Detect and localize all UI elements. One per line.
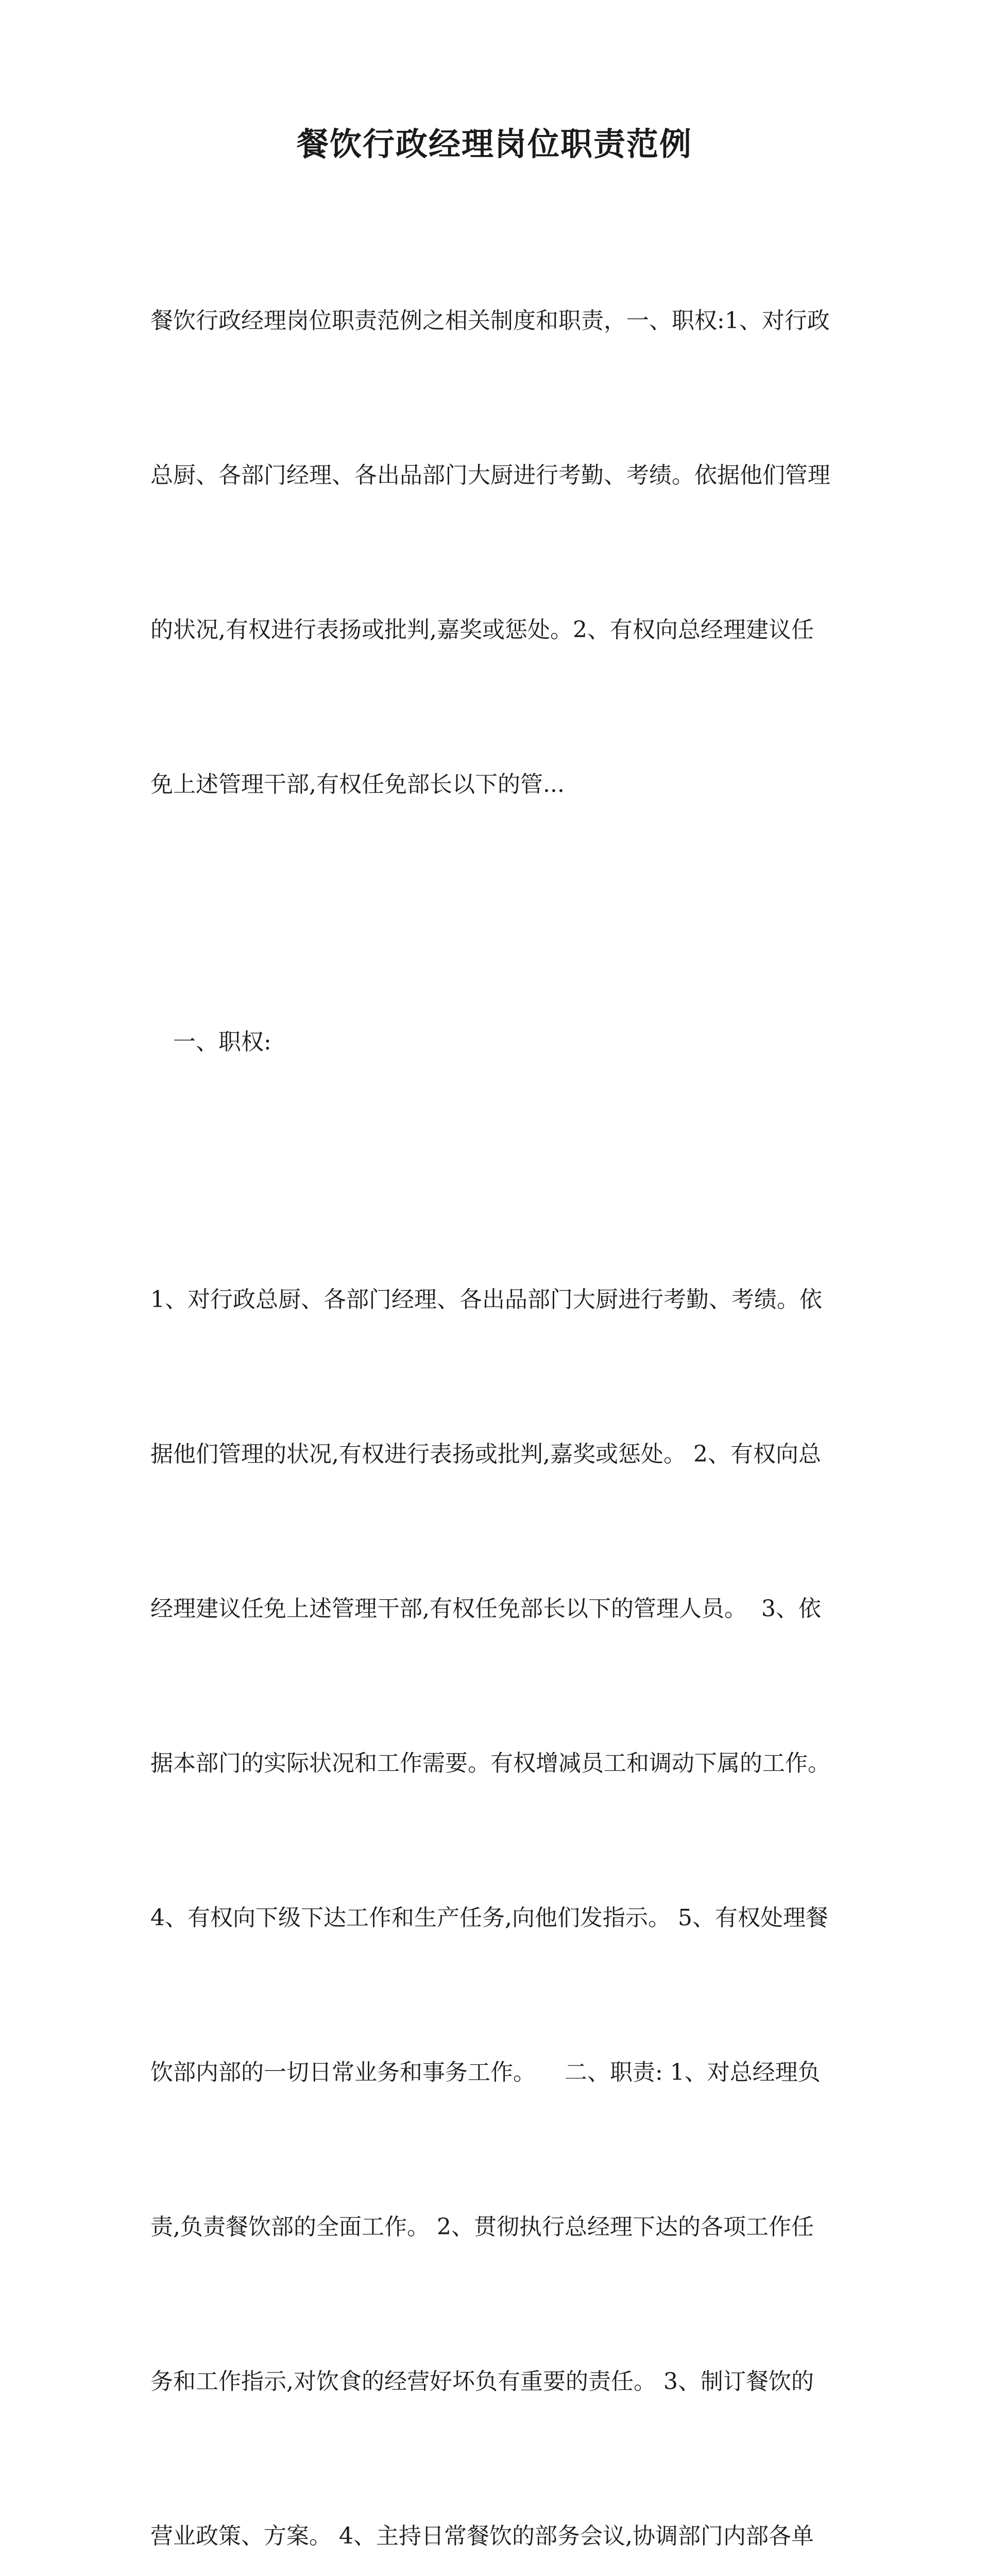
body-line: 务和工作指示,对饮食的经营好坏负有重要的责任。 3、制订餐饮的: [150, 2368, 814, 2395]
summary-paragraph: [150, 192, 846, 913]
body-line: 4、有权向下级下达工作和生产任务,向他们发指示。 5、有权处理餐: [150, 1905, 828, 1931]
body-line: 责,负责餐饮部的全面工作。 2、贯彻执行总经理下达的各项工作任: [150, 2214, 814, 2240]
page-title: 餐饮行政经理岗位职责范例: [296, 125, 692, 163]
body-paragraph: [150, 1171, 846, 2576]
section-heading-text: 一、职权:: [173, 1029, 271, 1055]
body-line: 1、对行政总厨、各部门经理、各出品部门大厨进行考勤、考绩。依: [150, 1286, 822, 1313]
body-line: 据他们管理的状况,有权进行表扬或批判,嘉奖或惩处。 2、有权向总: [150, 1441, 821, 1467]
body-line: 据本部门的实际状况和工作需要。有权增减员工和调动下属的工作。: [150, 1750, 830, 1776]
summary-line: 免上述管理干部,有权任免部长以下的管...: [150, 771, 565, 798]
summary-line: 餐饮行政经理岗位职责范例之相关制度和职责，一、职权:1、对行政: [150, 308, 830, 334]
body-line: 营业政策、方案。 4、主持日常餐饮的部务会议,协调部门内部各单: [150, 2523, 814, 2549]
summary-line: 总厨、各部门经理、各出品部门大厨进行考勤、考绩。依据他们管理: [150, 462, 830, 488]
summary-line: 的状况,有权进行表扬或批判,嘉奖或惩处。2、有权向总经理建议任: [150, 617, 814, 643]
section-heading: [150, 913, 846, 1171]
body-line: 经理建议任免上述管理干部,有权任免部长以下的管理人员。 3、依: [150, 1596, 821, 1622]
body-line: 饮部内部的一切日常业务和事务工作。 二、职责: 1、对总经理负: [150, 2059, 821, 2086]
document-body: [150, 192, 846, 2576]
